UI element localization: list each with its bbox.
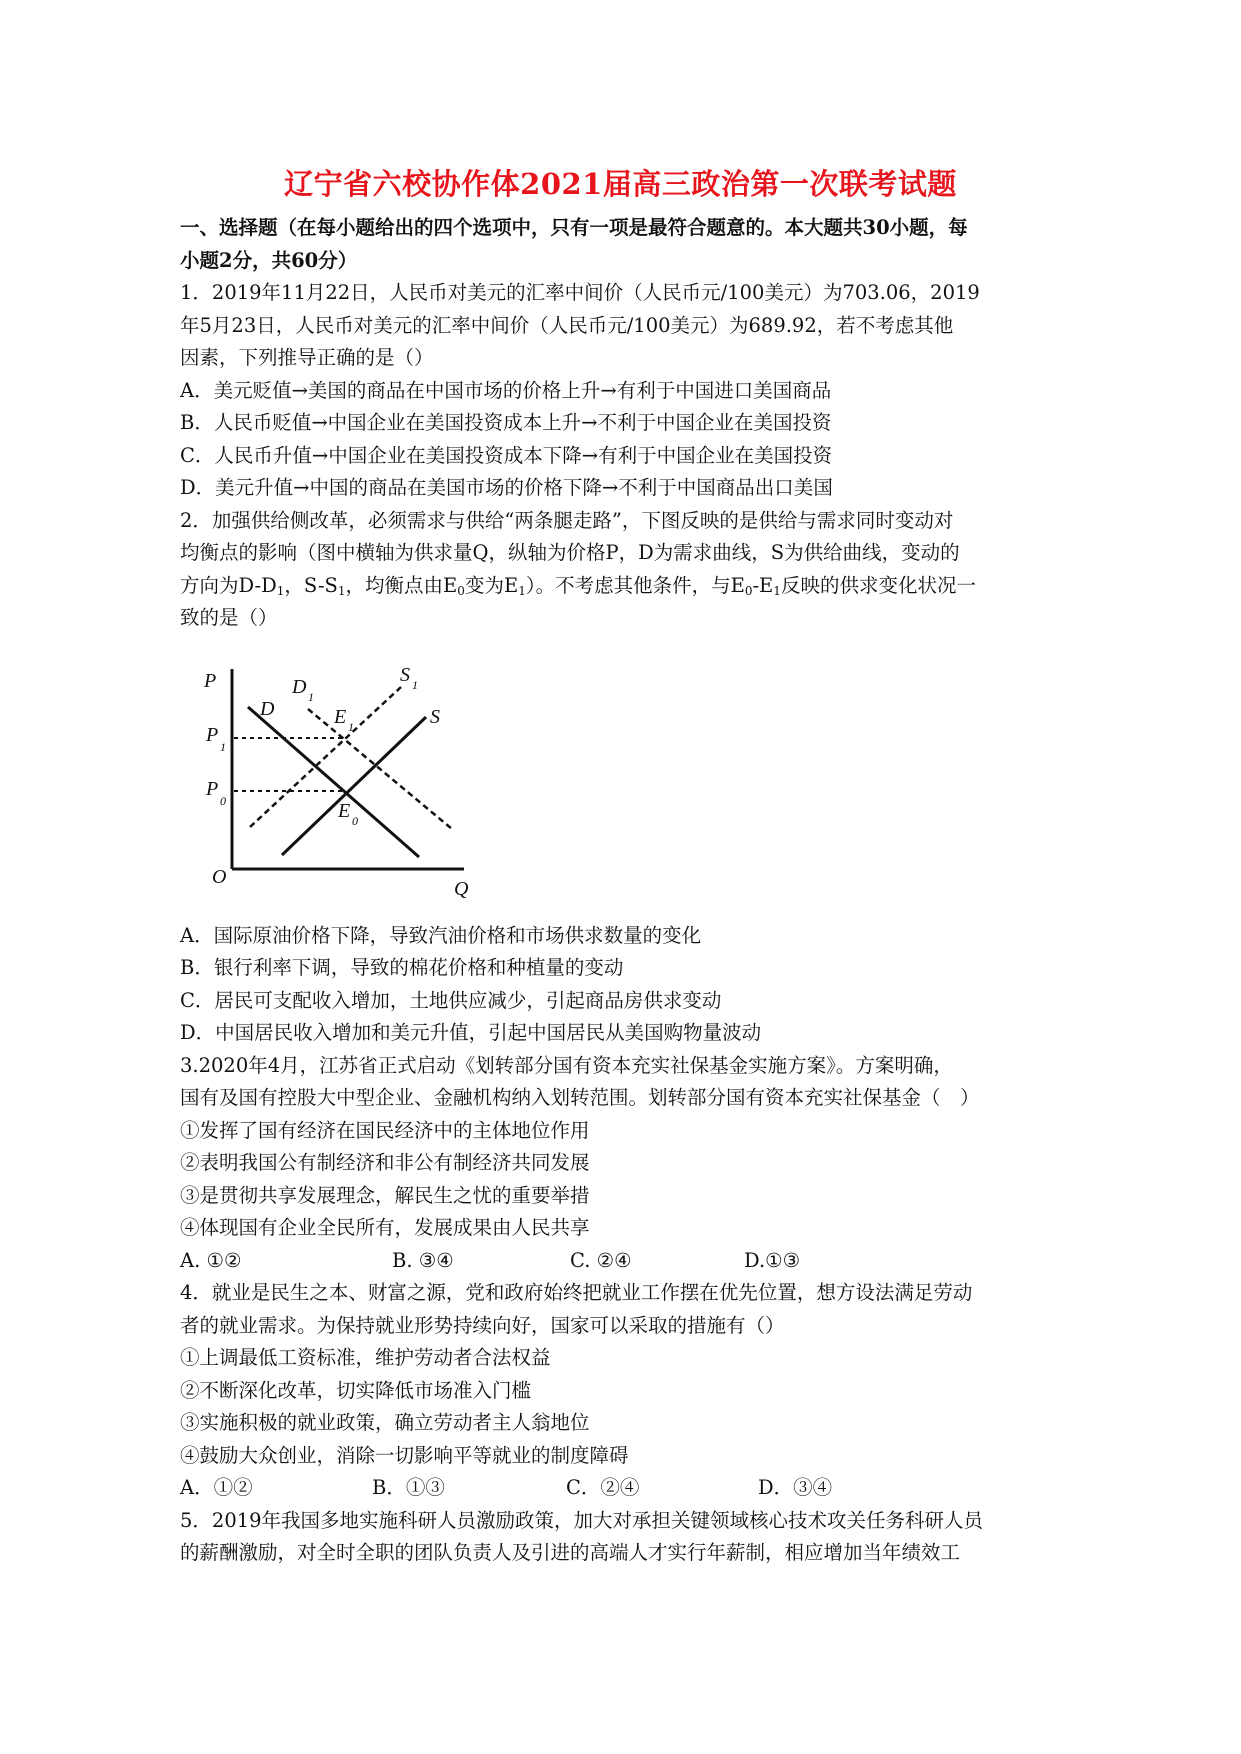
q2-text: 变为E: [464, 573, 519, 597]
q2-text: ，S-S: [284, 573, 338, 597]
q5-stem-line: 5．2019年我国多地实施科研人员激励政策，加大对承担关键领域核心技术攻关任务科研人员: [180, 1508, 984, 1532]
q2-text: -E: [752, 573, 774, 597]
label-e0: E: [338, 799, 351, 822]
q3-stem-line: 3.2020年4月，江苏省正式启动《划转部分国有资本充实社保基金实施方案》。方案明确，: [180, 1053, 953, 1077]
q4-stem-line: 者的就业需求。为保持就业形势持续向好，国家可以采取的措施有（）: [180, 1313, 785, 1337]
q1-stem-line: 年5月23日，人民币对美元的汇率中间价（人民币元/100美元）为689.92，若不考虑其他: [180, 313, 954, 337]
q4-item-4: ④鼓励大众创业，消除一切影响平等就业的制度障碍: [180, 1443, 629, 1467]
q2-subscript: 0: [457, 583, 465, 598]
q1-option-c: C．人民币升值→中国企业在美国投资成本下降→有利于中国企业在美国投资: [180, 443, 833, 467]
q2-subscript: 1: [518, 583, 526, 598]
label-s: S: [430, 705, 440, 728]
label-p1: P: [206, 723, 219, 746]
q3-choice-a: A. ①②: [180, 1248, 242, 1272]
q3-stem-line: 国有及国有控股大中型企业、金融机构纳入划转范围。划转部分国有资本充实社保基金（ ）: [180, 1086, 980, 1109]
q2-stem-line: 致的是（）: [180, 606, 278, 629]
axis-label-q: Q: [454, 877, 469, 900]
q3-item-1: ①发挥了国有经济在国民经济中的主体地位作用: [180, 1118, 590, 1142]
q3-choices: [180, 1245, 1068, 1278]
q3-item-3: ③是贯彻共享发展理念，解民生之忧的重要举措: [180, 1183, 590, 1207]
q3-choice-d: D.①③: [744, 1248, 801, 1272]
supply-curve-s: [282, 717, 426, 855]
section-heading-line1: [180, 212, 1068, 245]
exam-content: [180, 212, 1068, 1570]
q2-subscript: 0: [744, 583, 753, 598]
exam-title: 辽宁省六校协作体2021届高三政治第一次联考试题: [284, 167, 957, 201]
q4-stem-line: 4．就业是民生之本、财富之源，党和政府始终把就业工作摆在优先位置，想方设法满足劳动: [180, 1281, 973, 1304]
q1-option-b: B．人民币贬值→中国企业在美国投资成本上升→不利于中国企业在美国投资: [180, 411, 832, 434]
q4-item-3: ③实施积极的就业政策，确立劳动者主人翁地位: [180, 1411, 590, 1434]
label-p0: P: [206, 777, 219, 800]
q2-stem-line: 2．加强供给侧改革，必须需求与供给“两条腿走路”，下图反映的是供给与需求同时变动对: [180, 508, 954, 532]
label-d1: D: [292, 675, 307, 698]
label-p0-sub: 0: [220, 793, 226, 808]
q1-option-a: A．美元贬值→美国的商品在中国市场的价格上升→有利于中国进口美国商品: [180, 378, 832, 402]
q2-stem-line: 均衡点的影响（图中横轴为供求量Q，纵轴为价格P，D为需求曲线，S为供给曲线，变动的: [180, 541, 960, 564]
q2-subscript: 1: [276, 583, 285, 598]
q4-choices: [180, 1472, 1068, 1505]
supply-demand-figure: [180, 635, 1068, 920]
q4-choice-b: B．①③: [372, 1476, 445, 1499]
q4-choice-d: D．③④: [758, 1476, 833, 1499]
q3-item-2: ②表明我国公有制经济和非公有制经济共同发展: [180, 1151, 590, 1174]
q4-item-2: ②不断深化改革，切实降低市场准入门槛: [180, 1378, 532, 1402]
q3-choice-b: B. ③④: [392, 1248, 454, 1272]
section-heading-line2: 小题2分，共60分）: [180, 248, 358, 272]
label-s1: S: [400, 663, 410, 686]
q2-subscript: 1: [773, 583, 781, 598]
q2-option-d: D．中国居民收入增加和美元升值，引起中国居民从美国购物量波动: [180, 1021, 762, 1044]
q2-subscript: 1: [337, 583, 346, 598]
q1-option-d: D．美元升值→中国的商品在美国市场的价格下降→不利于中国商品出口美国: [180, 476, 833, 499]
label-d: D: [260, 697, 275, 720]
q3-choice-c: C. ②④: [570, 1248, 632, 1272]
q4-choice-a: A．①②: [180, 1476, 253, 1499]
q3-item-4: ④体现国有企业全民所有，发展成果由人民共享: [180, 1216, 590, 1239]
axis-label-p: P: [204, 669, 217, 692]
origin-label: O: [212, 865, 227, 888]
q5-stem-line: 的薪酬激励，对全时全职的团队负责人及引进的高端人才实行年薪制，相应增加当年绩效工: [180, 1541, 961, 1564]
section-heading-text: 一、选择题（在每小题给出的四个选项中，只有一项是最符合题意的。本大题共30小题，每: [180, 216, 968, 239]
q2-stem-line: [180, 570, 1068, 603]
q2-text: 反映的供求变化状况一: [780, 573, 976, 597]
label-s1-sub: 1: [412, 677, 418, 692]
q1-stem-line: 因素，下列推导正确的是（）: [180, 346, 434, 369]
label-p1-sub: 1: [220, 739, 226, 754]
supply-demand-diagram: [196, 657, 496, 907]
label-e1: E: [334, 705, 347, 728]
q4-item-1: ①上调最低工资标准，维护劳动者合法权益: [180, 1346, 551, 1369]
q1-stem-line: 1．2019年11月22日，人民币对美元的汇率中间价（人民币元/100美元）为703.06，2019: [180, 281, 980, 304]
q4-choice-c: C．②④: [566, 1476, 640, 1499]
q2-text: 方向为D-D: [180, 573, 277, 597]
label-e1-sub: 1: [348, 719, 354, 734]
q2-option-c: C．居民可支配收入增加，土地供应减少，引起商品房供求变动: [180, 988, 722, 1012]
q2-text: ）。不考虑其他条件，与E: [525, 573, 745, 597]
q2-text: ，均衡点由E: [345, 573, 458, 597]
label-d1-sub: 1: [308, 689, 314, 704]
q2-option-a: A．国际原油价格下降，导致汽油价格和市场供求数量的变化: [180, 923, 702, 947]
label-e0-sub: 0: [352, 813, 358, 828]
q2-option-b: B．银行利率下调，导致的棉花价格和种植量的变动: [180, 956, 624, 979]
